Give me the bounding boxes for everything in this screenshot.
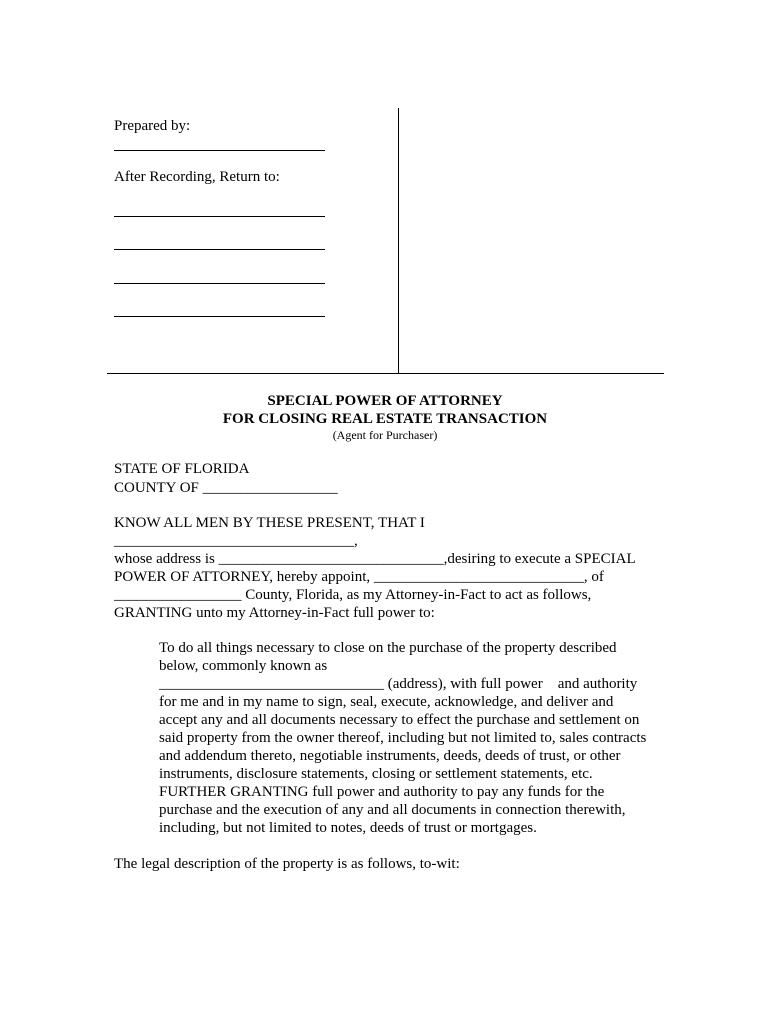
state-line: STATE OF FLORIDA — [114, 461, 250, 477]
intro-line: POWER OF ATTORNEY, hereby appoint, ____________________________, of — [114, 569, 604, 585]
grant-line: FURTHER GRANTING full power and authority to pay any funds for the — [159, 784, 605, 800]
document-title-line2: FOR CLOSING REAL ESTATE TRANSACTION — [222, 411, 548, 427]
legal-description-line: The legal description of the property is as follows, to-wit: — [114, 856, 460, 872]
return-to-label: After Recording, Return to: — [114, 169, 280, 185]
return-to-blank-1 — [114, 216, 325, 217]
return-to-blank-2 — [114, 249, 325, 250]
intro-line: KNOW ALL MEN BY THESE PRESENT, THAT I — [114, 515, 425, 531]
grant-line: including, but not limited to notes, deeds of trust or mortgages. — [159, 820, 537, 836]
grant-line: for me and in my name to sign, seal, execute, acknowledge, and deliver and — [159, 694, 614, 710]
prepared-by-blank — [114, 150, 325, 151]
intro-line: whose address is ______________________________,desiring to execute a SPECIAL — [114, 551, 636, 567]
grant-line: To do all things necessary to close on the purchase of the property described — [159, 640, 617, 656]
grant-line: below, commonly known as — [159, 658, 328, 674]
document-title: SPECIAL POWER OF ATTORNEY — [267, 393, 503, 409]
return-to-blank-4 — [114, 316, 325, 317]
county-line: COUNTY OF __________________ — [114, 480, 338, 496]
grant-line: instruments, disclosure statements, closing or settlement statements, etc. — [159, 766, 593, 782]
grant-line: purchase and the execution of any and all documents in connection therewith, — [159, 802, 626, 818]
intro-line: GRANTING unto my Attorney-in-Fact full power to: — [114, 605, 435, 621]
intro-line: _________________ County, Florida, as my Attorney-in-Fact to act as follows, — [114, 587, 592, 603]
recording-area-divider — [398, 108, 399, 373]
document-subtitle: (Agent for Purchaser) — [332, 428, 438, 442]
grant-line: said property from the owner thereof, including but not limited to, sales contracts — [159, 730, 647, 746]
grant-line: ______________________________ (address), with full power and authority — [159, 676, 638, 692]
grant-line: accept any and all documents necessary to effect the purchase and settlement on — [159, 712, 640, 728]
prepared-by-label: Prepared by: — [114, 118, 191, 134]
grant-line: and addendum thereto, negotiable instruments, deeds, deeds of trust, or other — [159, 748, 621, 764]
recording-area-bottom-rule — [107, 373, 664, 374]
return-to-blank-3 — [114, 283, 325, 284]
intro-line: ________________________________, — [114, 533, 358, 549]
